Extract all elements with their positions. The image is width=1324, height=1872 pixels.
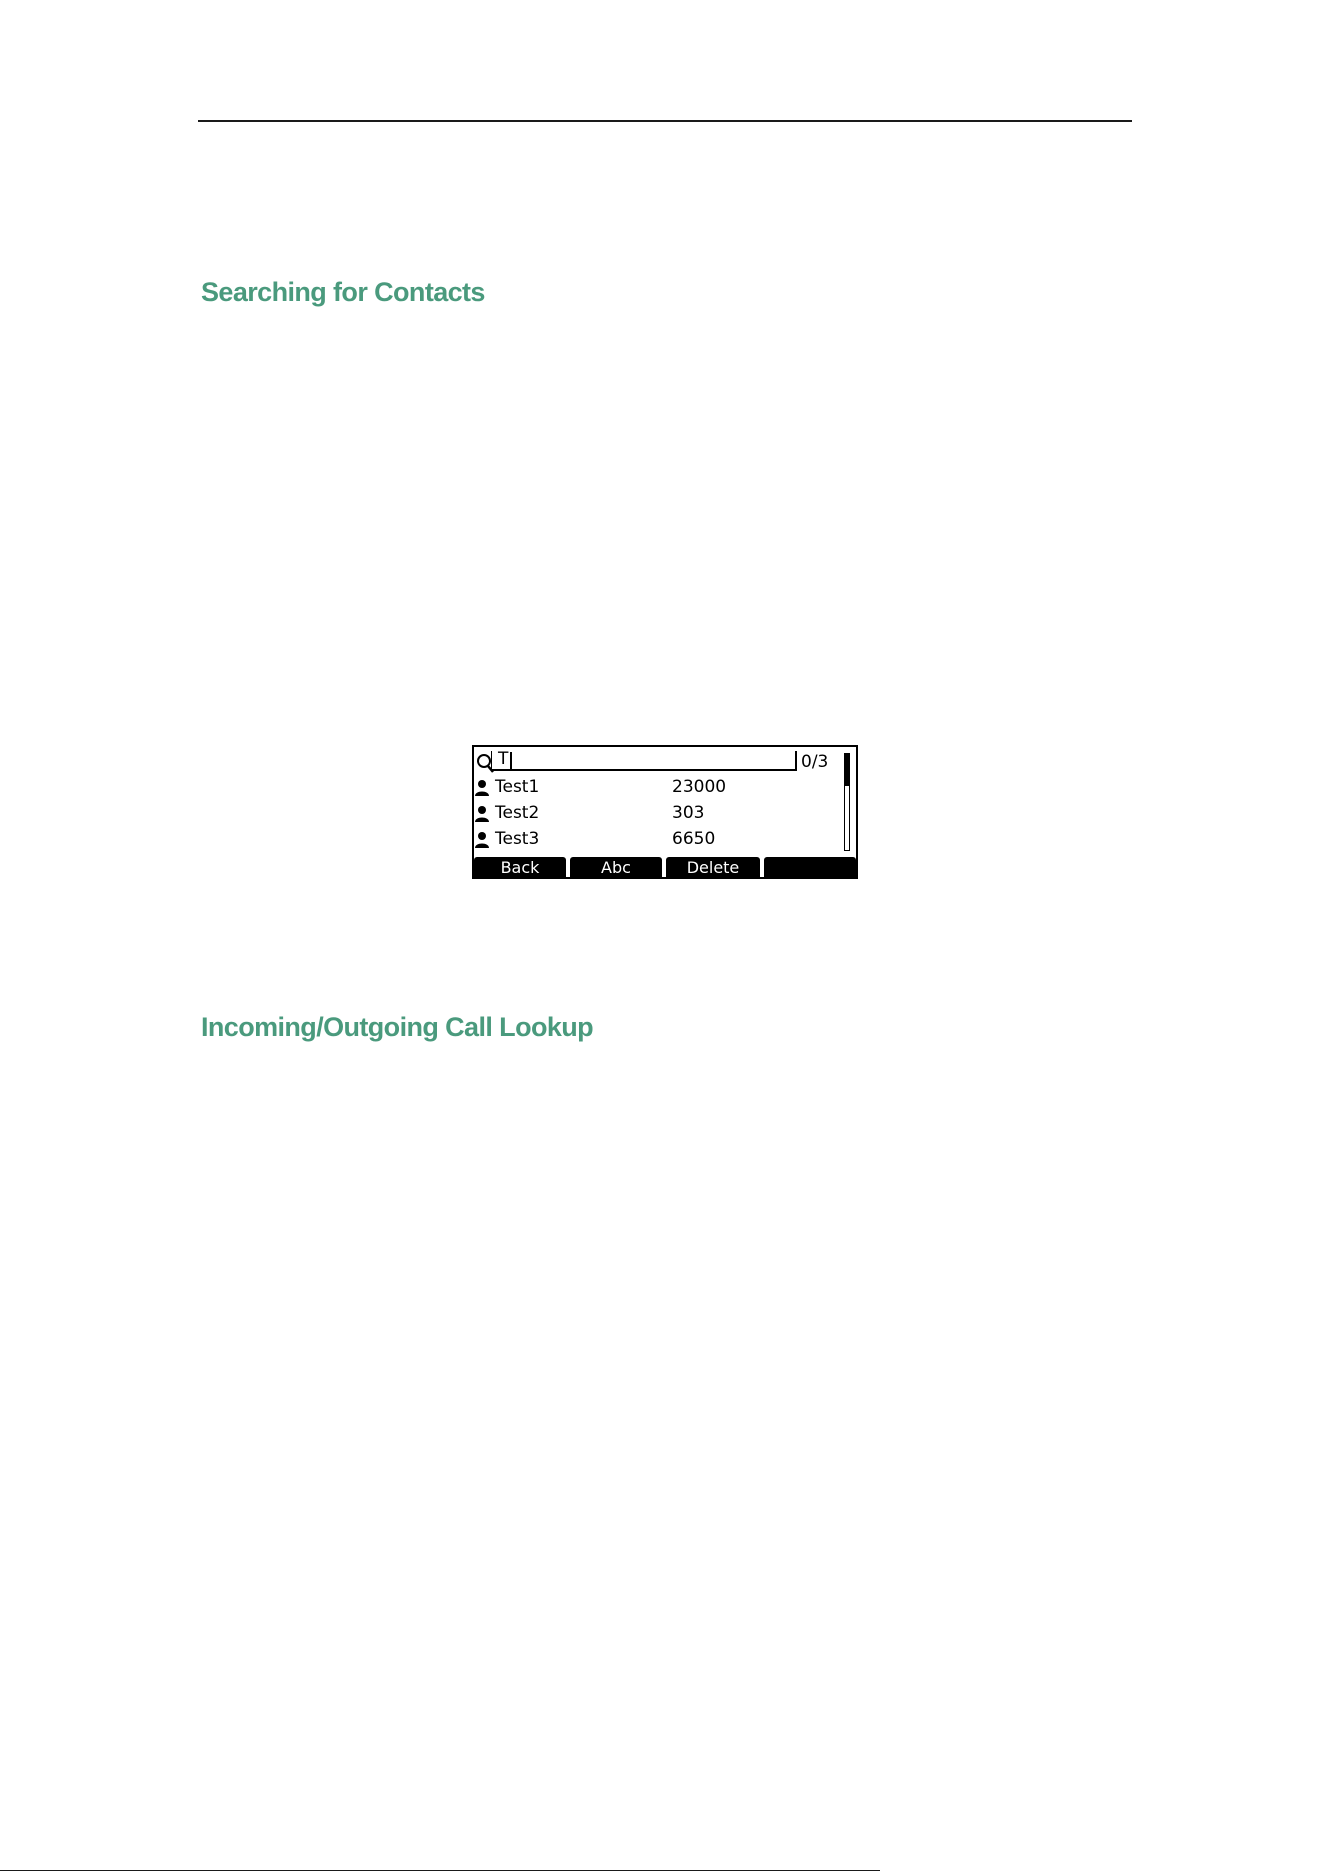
contact-row[interactable] [474,827,834,853]
person-icon [474,805,492,823]
contact-number: 23000 [672,777,727,797]
person-icon [474,779,492,797]
search-input[interactable] [491,751,797,771]
contact-name: Test2 [495,803,540,823]
softkey-bar [474,857,856,879]
search-result-count: 0/3 [801,752,829,772]
back-softkey[interactable]: Back [474,857,566,879]
phone-lcd-screenshot [472,745,858,879]
contact-number: 6650 [672,829,716,849]
header-rule [198,120,1132,122]
contact-number: 303 [672,803,705,823]
section-heading-call-lookup: Incoming/Outgoing Call Lookup [201,1012,594,1042]
section-heading-searching-contacts: Searching for Contacts [201,277,485,307]
contact-row[interactable] [474,775,834,801]
scrollbar[interactable] [844,753,850,851]
delete-softkey[interactable]: Delete [666,857,760,879]
abc-softkey[interactable]: Abc [570,857,662,879]
text-caret [510,752,512,769]
search-row [474,747,856,775]
empty-softkey[interactable] [764,857,856,879]
contact-row[interactable] [474,801,834,827]
person-icon [474,831,492,849]
search-input-value: T [498,749,509,769]
contact-name: Test1 [495,777,540,797]
footer-rule [0,1870,880,1871]
contact-name: Test3 [495,829,540,849]
scrollbar-thumb[interactable] [845,754,849,786]
